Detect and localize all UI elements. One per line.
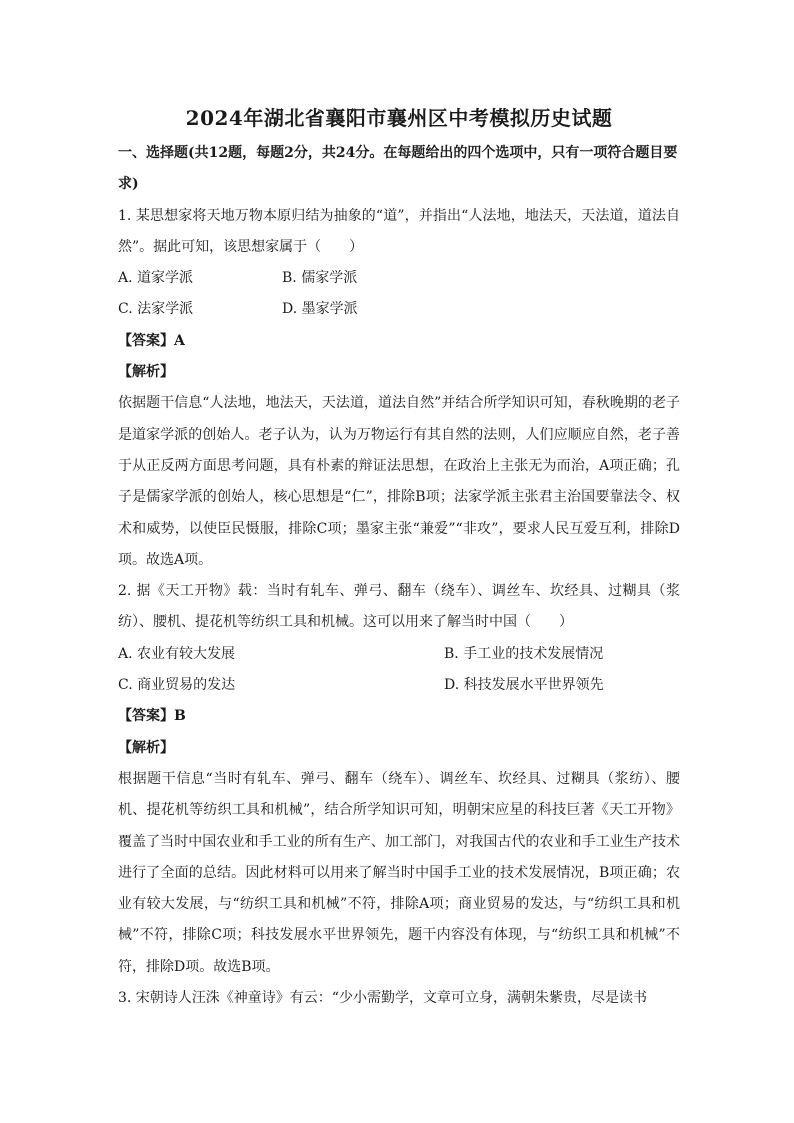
question-1-analysis: 依据题干信息“人法地，地法天，天法道，道法自然”并结合所学知识可知，春秋晚期的老子是道家学派的创始人。老子认为，认为万物运行有其自然的法则，人们应顺应自然，老子善于从正反两方面思考问题，具有朴素的辩证法思想，在政治上主张无为而治，A项正确；孔子是儒家学派的创始人，核心思想是“仁”，排除B项；法家学派主张君主治国要靠法令、权术和威势，以使臣民慑服，排除C项；墨家主张“兼爱”“非攻”，要求人民互爱互利，排除D项。故选A项。 <box>118 395 680 568</box>
question-3-stem: 3. 宋朝诗人汪洙《神童诗》有云：“少小需勤学，文章可立身，满朝朱紫贵，尽是读书 <box>118 990 647 1007</box>
question-1-stem: 1. 某思想家将天地万物本原归结为抽象的“道”，并指出“人法地，地法天，天法道，道法自然”。据此可知，该思想家属于（ ） <box>118 207 680 255</box>
question-1-option-b: B. 儒家学派 <box>282 270 358 287</box>
question-2-analysis-label: 【解析】 <box>118 739 174 756</box>
document-body <box>118 104 680 1014</box>
question-1-analysis-label: 【解析】 <box>118 364 174 381</box>
exam-title: 2024年湖北省襄阳市襄州区中考模拟历史试题 <box>185 106 613 130</box>
question-2-option-c: C. 商业贸易的发达 <box>118 677 236 694</box>
question-1-option-a: A. 道家学派 <box>118 270 194 287</box>
question-2-options-row-1 <box>118 639 680 670</box>
question-2-answer: 【答案】B <box>118 708 186 725</box>
question-1-option-d: D. 墨家学派 <box>282 301 358 318</box>
question-2-option-d: D. 科技发展水平世界领先 <box>444 677 604 694</box>
question-1-option-c: C. 法家学派 <box>118 301 194 318</box>
question-1-options-row-2 <box>118 294 680 325</box>
section-heading: 一、选择题(共12题，每题2分，共24分。在每题给出的四个选项中，只有一项符合题目要求) <box>118 145 678 193</box>
question-1-options-row-1 <box>118 263 680 294</box>
question-2-option-b: B. 手工业的技术发展情况 <box>444 645 604 662</box>
question-2-stem: 2. 据《天工开物》载：当时有轧车、弹弓、翻车（绕车）、调丝车、坎经具、过糊具（浆纺）、腰机、提花机等纺织工具和机械。这可以用来了解当时中国（ ） <box>118 583 680 631</box>
question-2-analysis: 根据题干信息“当时有轧车、弹弓、翻车（绕车）、调丝车、坎经具、过糊具（浆纺）、腰机、提花机等纺织工具和机械”，结合所学知识可知，明朝宋应星的科技巨著《天工开物》覆盖了当时中国农业和手工业的所有生产、加工部门，对我国古代的农业和手工业生产技术进行了全面的总结。因此材料可以用来了解当时中国手工业的技术发展情况，B项正确；农业有较大发展，与“纺织工具和机械”不符，排除A项；商业贸易的发达，与“纺织工具和机械”不符，排除C项；科技发展水平世界领先，题干内容没有体现，与“纺织工具和机械”不符，排除D项。故选B项。 <box>118 770 680 975</box>
question-1-answer: 【答案】A <box>118 332 185 349</box>
question-2-options-row-2 <box>118 670 680 701</box>
question-2-option-a: A. 农业有较大发展 <box>118 645 236 662</box>
